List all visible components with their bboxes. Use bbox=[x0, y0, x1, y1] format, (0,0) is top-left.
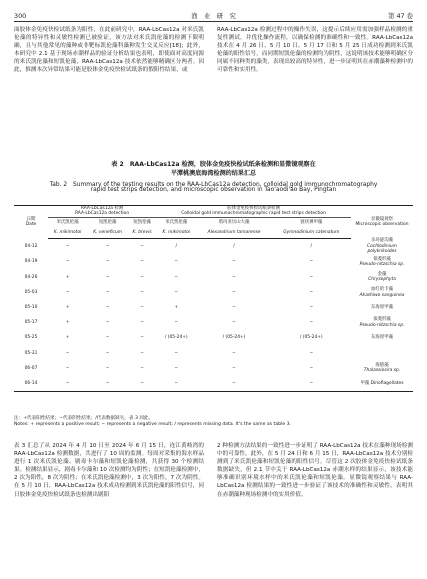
table-row bbox=[14, 238, 413, 254]
date-cell: 06-07 bbox=[24, 365, 38, 371]
column-header-zh: 米氏凯伦藻 bbox=[56, 219, 79, 225]
column-header-zh: 短凯伦藻 bbox=[133, 219, 151, 225]
paragraph: RAA-LbCas12a 检测过程中的操作失误，这提示后续应用需加强样品检测的重复性测试，并优化操作流程，以确保检测的准确性和一致性。RAA-LbCas12a 技术在 4 月 26 日、5 月 10 日、5 月 17 日和 5 月 25 日成功检测到米氏凯伦藻的阳性信号，而同期短凯伦藻的检测均为阴性，这说明该技术能够明确区分同属不同种类的藻类，表现出较高的特异性，进一步证明其在赤潮藻种检测中的可靠性和实用性。 bbox=[217, 27, 415, 74]
column-header-zh: 米氏凯伦藻 bbox=[165, 219, 188, 225]
micro-zh: 甲藻 Dinoflagellates bbox=[360, 380, 404, 386]
date-cell: 05-10 bbox=[24, 304, 38, 310]
date-cell: 05-25 bbox=[24, 335, 38, 341]
micro-en: Thalassiosira sp. bbox=[363, 368, 401, 374]
micro-cell bbox=[351, 238, 413, 254]
column-header-zh: 塔玛亚历山大藻 bbox=[218, 219, 250, 225]
table-caption-zh-line2: 平潭桃澳底海湾检测的结果汇总 bbox=[170, 170, 257, 177]
table-row bbox=[14, 285, 413, 300]
table-row bbox=[14, 270, 413, 285]
result-cell: + bbox=[65, 274, 70, 280]
table-row bbox=[14, 255, 413, 270]
micro-header bbox=[351, 206, 413, 239]
result-cell: − bbox=[174, 365, 179, 371]
result-cell: − bbox=[272, 376, 351, 392]
micro-zh: 东海原甲藻 bbox=[371, 335, 393, 341]
column-header-zh: 短凯伦藻 bbox=[98, 219, 117, 225]
result-cell: − bbox=[140, 304, 144, 310]
table-note bbox=[14, 416, 413, 428]
page-number: 300 bbox=[14, 12, 27, 20]
column-header-en: Alexandrium tamarense bbox=[196, 227, 271, 239]
result-cell: − bbox=[309, 259, 314, 265]
result-cell: − bbox=[174, 289, 179, 295]
result-cell: + bbox=[65, 335, 70, 341]
results-table bbox=[14, 205, 413, 392]
volume-label: 第 47 卷 bbox=[388, 12, 413, 20]
result-cell: − bbox=[232, 259, 236, 265]
column-header-en: K. veneficum bbox=[87, 227, 128, 239]
micro-en: Cochlodinium polykrikoides bbox=[367, 243, 397, 255]
micro-cell bbox=[351, 270, 413, 285]
body-text-bottom-right bbox=[217, 442, 413, 572]
result-cell: − bbox=[87, 376, 128, 392]
result-cell: / (05-24+) bbox=[222, 335, 246, 341]
result-cell: − bbox=[65, 289, 70, 295]
result-cell: − bbox=[65, 365, 70, 371]
micro-cell bbox=[351, 376, 413, 392]
date-cell: 05-03 bbox=[24, 289, 38, 295]
micro-cell bbox=[351, 285, 413, 300]
page-header bbox=[14, 9, 413, 22]
micro-zh: 多环旋沟藻 bbox=[371, 238, 393, 244]
result-cell: − bbox=[140, 243, 144, 249]
micro-cell bbox=[351, 361, 413, 376]
result-cell: / bbox=[233, 243, 235, 249]
micro-en: Akashiwo sanguinea bbox=[359, 292, 405, 298]
result-cell: − bbox=[309, 274, 314, 280]
date-cell: 05-31 bbox=[24, 350, 38, 356]
gold-group-header bbox=[156, 206, 351, 218]
paragraph: 表 3 汇总了从 2024 年 4 月 10 日至 2024 年 6 月 15 日，连江黄岐湾的 RAA-LbCas12a 检测数据，共进行了 10 周的监测。每周对采集的海水样品进行 1 次米氏凯伦藻、剧毒卡尔藻和短凯伦藻检测，共获得 30 个检测结果。检测结果显示，剧毒卡尔藻和 10 次检测均为阴性；在短凯伦藻检测中，2 次为阳性，8 次为阴性；在米氏凯伦藻检测中，3 次为阳性，7 次为阴性。在 5 月 10 日，RAA-LbCas12a 技术成功检测到米氏凯伦藻的阳性信号，同日胶体金免疫快检试纸条也检测出剧阳 bbox=[14, 443, 206, 498]
gold-group-header-en: Colloidal gold immunochromatographic rapid test strips detection bbox=[181, 211, 326, 217]
micro-cell bbox=[351, 346, 413, 361]
result-cell: − bbox=[232, 365, 236, 371]
result-cell: − bbox=[48, 376, 87, 392]
micro-zh: 海链藻 bbox=[375, 363, 389, 369]
gold-group-header-zh: 胶体金免疫快检试纸条检测 bbox=[227, 206, 280, 211]
journal-title: 渔 业 研 究 bbox=[191, 12, 236, 20]
micro-zh: 拟菱形藻 bbox=[373, 256, 391, 262]
result-cell: − bbox=[128, 376, 156, 392]
table-body bbox=[14, 238, 413, 391]
date-cell: 05-17 bbox=[24, 320, 38, 326]
micro-header-en: Microscopic observation bbox=[355, 222, 409, 228]
table-caption-en-line1: Tab. 2 Summary of the testing results on the RAA-LbCas12a detection, colloidal gold immunochromatography bbox=[49, 182, 378, 188]
result-cell: − bbox=[156, 376, 196, 392]
result-cell: + bbox=[65, 304, 70, 310]
table-note-zh: 注：+代表阳性结果；−代表阴性结果；/代表数据缺失，表 3 同此。 bbox=[14, 416, 154, 421]
column-header-en: K. mikimotoi bbox=[156, 227, 196, 239]
date-header: 日期 Date bbox=[14, 206, 48, 239]
result-cell: − bbox=[174, 350, 179, 356]
result-cell: − bbox=[232, 350, 236, 356]
result-cell: − bbox=[309, 304, 314, 310]
result-cell: − bbox=[105, 259, 110, 265]
table-caption-zh-line1: 表 2 RAA-LbCas12a 检测，胶体金免疫快检试纸条检测和显微镜观察在 bbox=[111, 161, 316, 168]
table-row bbox=[14, 315, 413, 330]
result-cell: − bbox=[140, 335, 144, 341]
date-cell: 04-12 bbox=[24, 243, 38, 249]
result-cell: / bbox=[175, 243, 178, 249]
result-cell: − bbox=[140, 365, 144, 371]
paragraph: 2 种检测方法结果的一致性进一步证明了 RAA-LbCas12a 技术在藻种现场检测中的可靠性。此外，在 5 月 24 日和 6 月 15 日，RAA-LbCas12a 技术分别检测到了米氏凯伦藻和短凯伦藻的阳性信号。尽管这 2 次胶体金免疫快检试纸条数据缺失，但 2.1 节中关于 RAA-LbCas12a 赤潮水样的结果显示，该技术能够准确识别环境水样中的米氏凯伦藻和短凯伦藻。显微镜观察结果与 RAA-LbCas12a 检测结果的一致性进一步验证了该技术的准确性和灵敏性，表明其在赤潮藻种现场检测中的实用价值。 bbox=[217, 443, 413, 498]
result-cell: − bbox=[105, 304, 110, 310]
result-cell: − bbox=[309, 320, 314, 326]
result-cell: − bbox=[196, 376, 271, 392]
date-cell: 04-19 bbox=[24, 259, 38, 265]
result-cell: − bbox=[309, 350, 314, 356]
column-header-zh: 链状裸甲藻 bbox=[300, 219, 323, 225]
paragraph: 面胶体金免疫快检试纸条为阳性，在此前研究中，RAA-LbCas12a 对米氏凯伦藻的特异性和灵敏性检测已被验证，该方法对米氏凯伦藻的检测下限明确，且与其他常见的藻种或非靶标凯伦藻科藻种发生交叉反应[18]；此外，本研究中 2.1 基于现场赤潮样品的验证分析结果也表明，即使面对高度同源的米氏凯伦藻和短凯伦藻，RAA-LbCas12a 技术依然能够精确区分两者。因此，推测本次异常结果可能是胶体金免疫快检试纸条的假阳性结果，或 bbox=[14, 27, 204, 74]
result-cell: − bbox=[174, 320, 179, 326]
result-cell: − bbox=[140, 320, 144, 326]
result-cell: − bbox=[232, 304, 236, 310]
raa-group-header bbox=[48, 206, 156, 218]
result-cell: − bbox=[65, 259, 70, 265]
result-cell: − bbox=[309, 289, 314, 295]
result-cell: / bbox=[310, 243, 313, 249]
result-cell: + bbox=[65, 320, 70, 326]
micro-en: Chrysophyta bbox=[368, 277, 396, 283]
result-cell: − bbox=[65, 243, 70, 249]
column-header-en: K. brevis bbox=[128, 227, 156, 239]
table-caption-en-line2: rapid test strips detection, and microscopic observation in Tao'aodi'ao Bay, Pingtan bbox=[90, 187, 337, 193]
result-cell: − bbox=[105, 243, 110, 249]
result-cell: − bbox=[309, 365, 314, 371]
micro-cell bbox=[351, 300, 413, 315]
raa-group-header-zh: RAA-LbCas12a 检测 bbox=[80, 206, 124, 211]
result-cell: − bbox=[105, 289, 110, 295]
result-cell: − bbox=[232, 289, 236, 295]
result-cell: − bbox=[140, 289, 144, 295]
result-cell: − bbox=[105, 350, 110, 356]
column-header-en: Gymnodinium catenatum bbox=[272, 227, 351, 239]
micro-cell bbox=[351, 330, 413, 345]
date-cell: 04-26 bbox=[24, 274, 38, 280]
result-cell: − bbox=[105, 320, 110, 326]
micro-en: Pseudo-nitzschia sp. bbox=[359, 322, 405, 328]
result-cell: − bbox=[140, 259, 144, 265]
micro-cell bbox=[351, 315, 413, 330]
micro-zh: 血红哈卡藻 bbox=[371, 287, 393, 293]
body-text-top-left bbox=[14, 26, 204, 156]
date-cell: 06-14 bbox=[14, 376, 48, 392]
result-cell: − bbox=[140, 274, 144, 280]
result-cell: − bbox=[65, 350, 70, 356]
body-text-bottom-left bbox=[14, 442, 204, 572]
micro-zh: 金藻 bbox=[377, 271, 387, 277]
column-header-en: K. mikimotoi bbox=[48, 227, 87, 239]
micro-zh: 东海原甲藻 bbox=[371, 304, 393, 310]
micro-zh: 拟菱形藻 bbox=[373, 317, 391, 323]
result-cell: − bbox=[174, 259, 179, 265]
result-cell: − bbox=[105, 274, 110, 280]
result-cell: / (05-24+) bbox=[299, 335, 323, 341]
table-row bbox=[14, 330, 413, 345]
result-cell: − bbox=[105, 365, 110, 371]
result-cell: − bbox=[174, 274, 179, 280]
micro-header-zh: 显微镜观察 bbox=[371, 216, 393, 222]
body-text-top-right bbox=[217, 26, 413, 156]
table-row bbox=[14, 376, 413, 392]
raa-group-header-en: RAA-LbCas12a detection bbox=[74, 211, 130, 217]
result-cell: − bbox=[105, 335, 110, 341]
result-cell: / (05-24+) bbox=[164, 335, 188, 341]
table-note-en: Notes: + represents a positive result; − represents a negative result; / represents missing data. It's the same as table 3. bbox=[14, 422, 292, 427]
micro-cell bbox=[351, 255, 413, 270]
result-cell: − bbox=[140, 350, 144, 356]
result-cell: − bbox=[232, 320, 236, 326]
result-cell: − bbox=[232, 274, 236, 280]
table-row bbox=[14, 300, 413, 315]
table-row bbox=[14, 361, 413, 376]
table-row bbox=[14, 346, 413, 361]
micro-en: Pseudo-nitzschia sp. bbox=[359, 262, 405, 268]
result-cell: + bbox=[174, 304, 179, 310]
